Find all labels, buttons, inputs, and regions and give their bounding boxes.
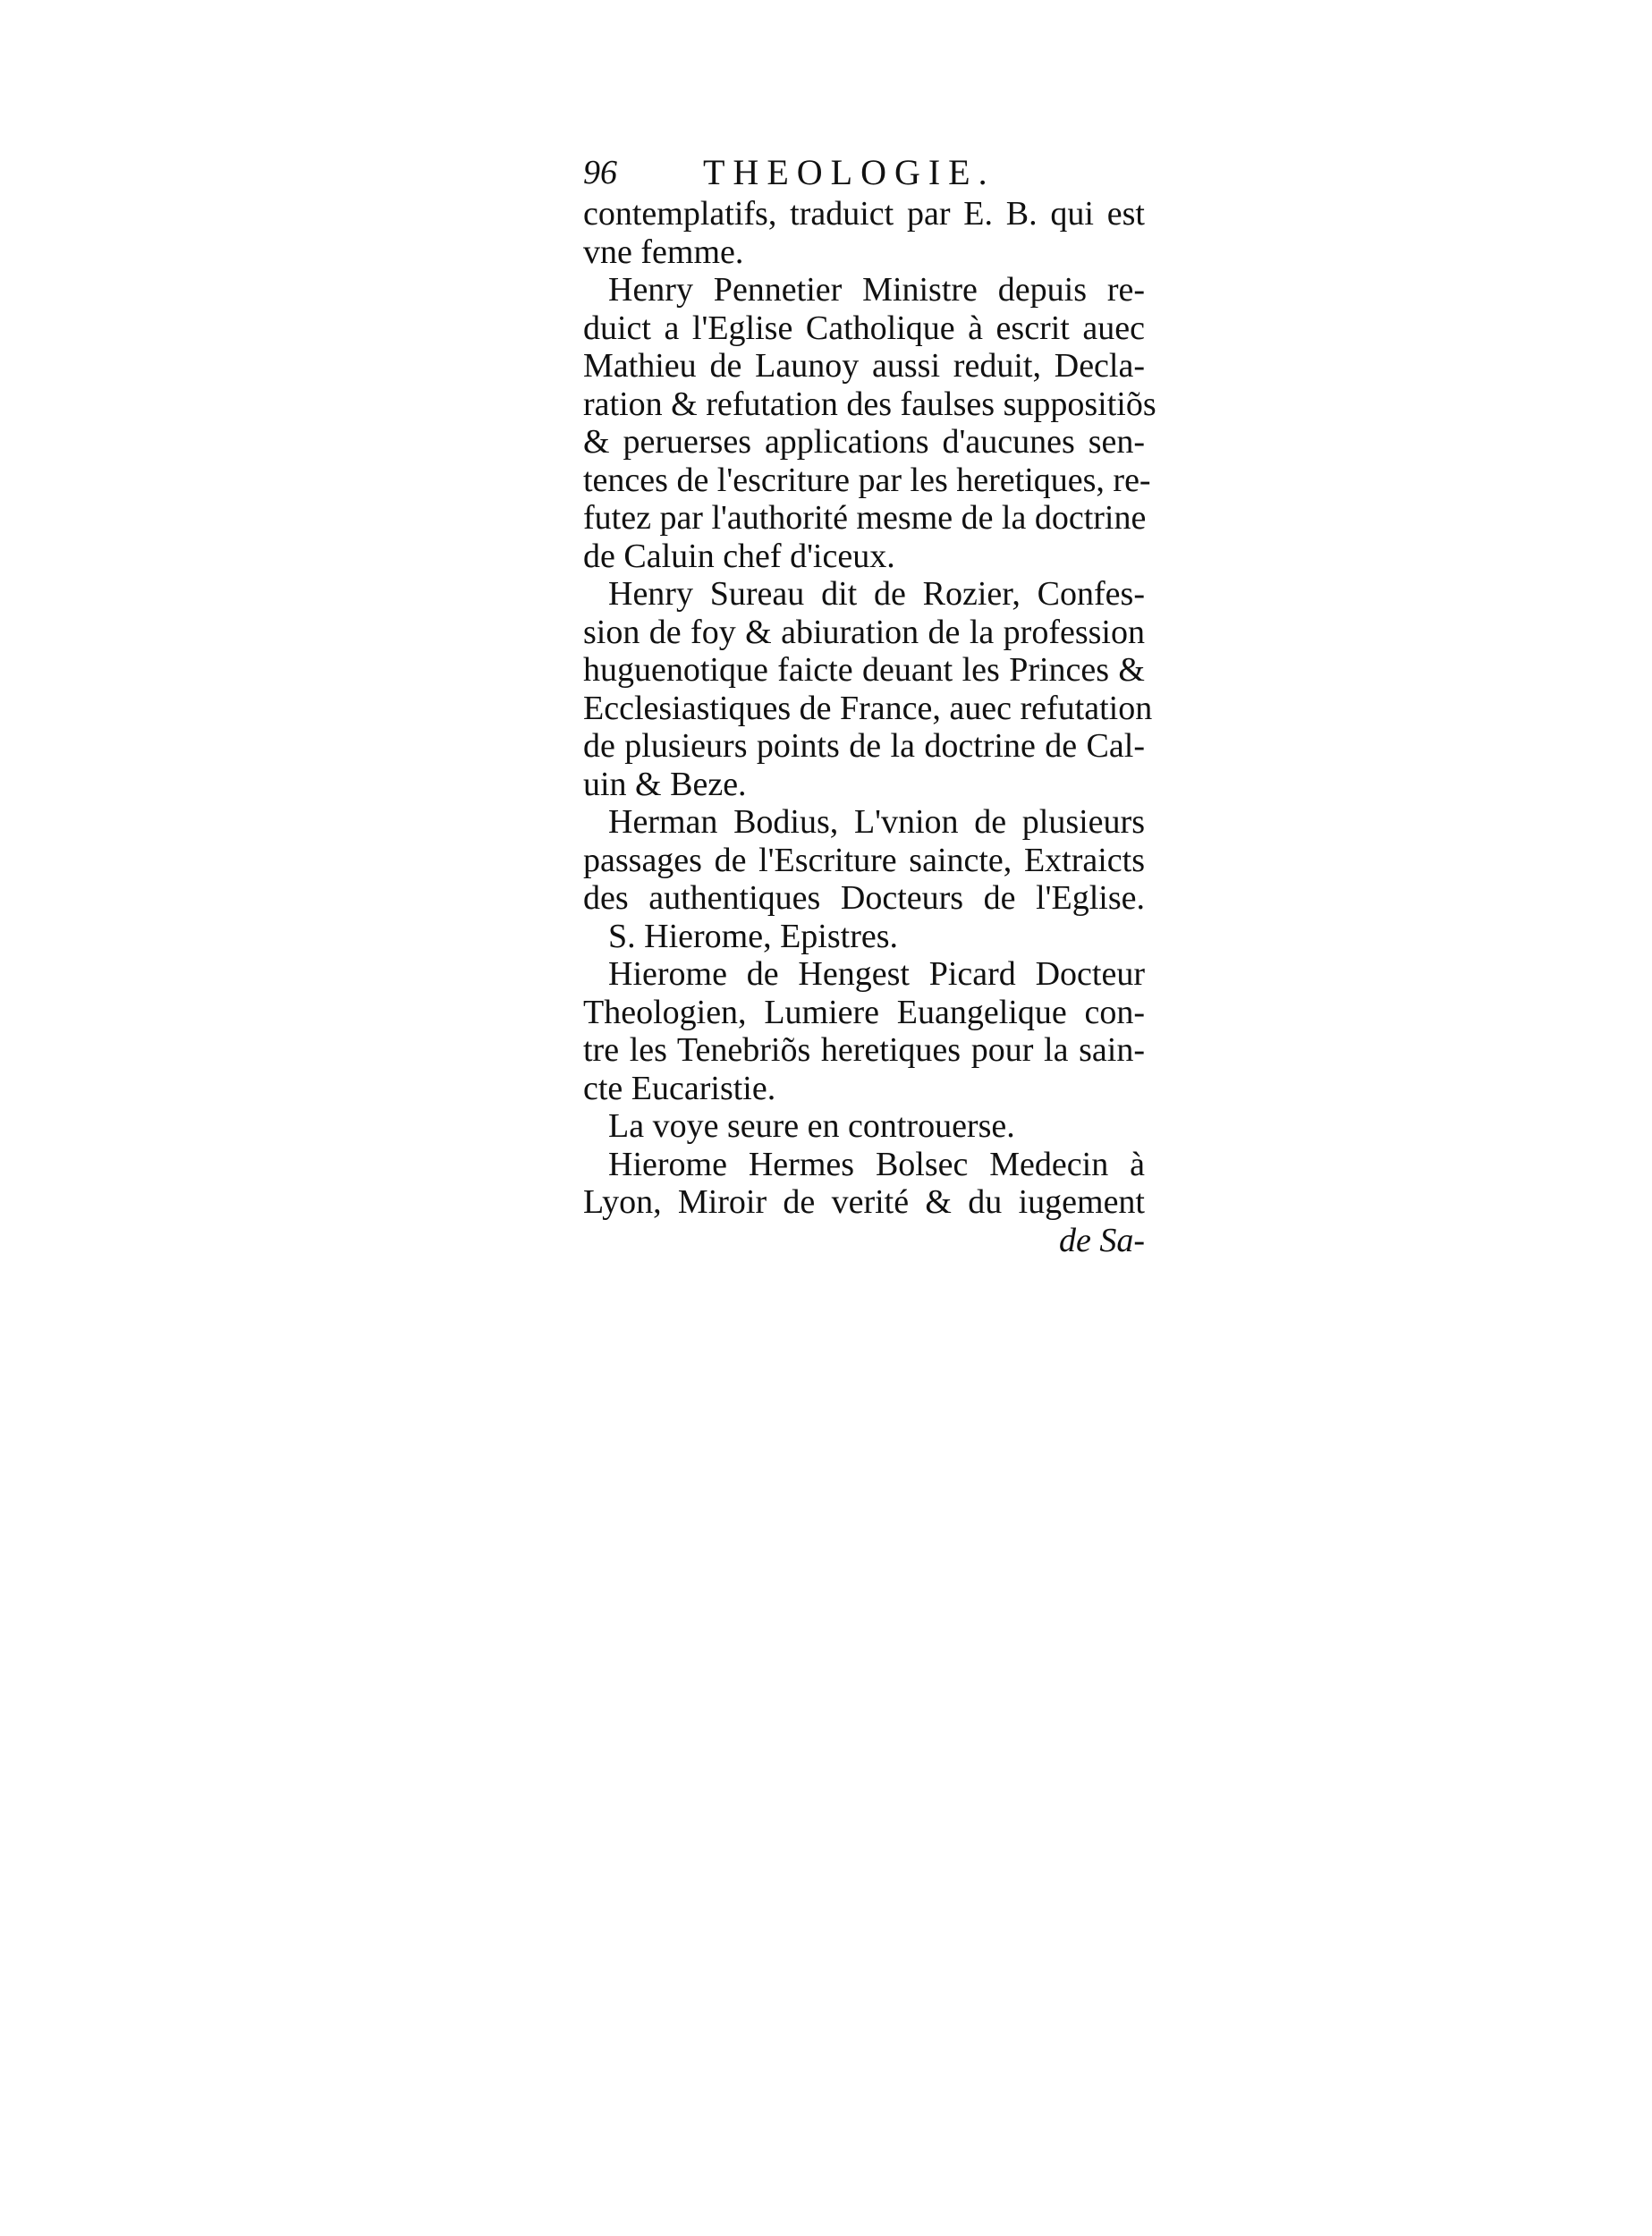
text-line: Herman Bodius, L'vnion de plusieurs [608,803,1145,841]
text-line: Theologien, Lumiere Euangelique con- [583,993,1145,1031]
text-line: des authentiques Docteurs de l'Eglise. [583,879,1145,917]
text-line: sion de foy & abiuration de la profession [583,613,1145,651]
text-line: La voye seure en controuerse. [608,1107,1015,1145]
text-line: contemplatifs, traduict par E. B. qui est [583,195,1145,233]
text-line: duict a l'Eglise Catholique à escrit auec [583,309,1145,347]
text-line: Ecclesiastiques de France, auec refutation [583,689,1153,727]
text-line: & peruerses applications d'aucunes sen- [583,423,1145,461]
page-number: 96 [583,154,617,191]
text-line: ration & refutation des faulses suppositiõs [583,385,1156,423]
running-head: THEOLOGIE. [703,152,995,192]
text-line: huguenotique faicte deuant les Princes & [583,651,1145,689]
text-line: vne femme. [583,233,744,271]
text-line: Lyon, Miroir de verité & du iugement [583,1183,1145,1221]
page-header [583,150,1145,195]
text-line: Hierome Hermes Bolsec Medecin à [608,1145,1145,1183]
text-line: tences de l'escriture par les heretiques, re- [583,461,1151,499]
catchword: de Sa- [1058,1221,1145,1259]
text-line: Hierome de Hengest Picard Docteur [608,955,1145,993]
text-line: futez par l'authorité mesme de la doctrine [583,499,1147,537]
text-line: uin & Beze. [583,765,747,803]
text-line: Henry Sureau dit de Rozier, Confes- [608,575,1145,613]
text-block [583,150,1156,1259]
text-line: de Caluin chef d'iceux. [583,537,895,575]
text-line: tre les Tenebriõs heretiques pour la sain- [583,1031,1145,1069]
text-line: S. Hierome, Epistres. [608,917,899,955]
text-line: cte Eucaristie. [583,1069,776,1107]
text-line: passages de l'Escriture saincte, Extraicts [583,841,1145,879]
text-line: Henry Pennetier Ministre depuis re- [608,271,1145,309]
text-line: de plusieurs points de la doctrine de Cal- [583,727,1145,765]
text-line: Mathieu de Launoy aussi reduit, Decla- [583,347,1145,385]
